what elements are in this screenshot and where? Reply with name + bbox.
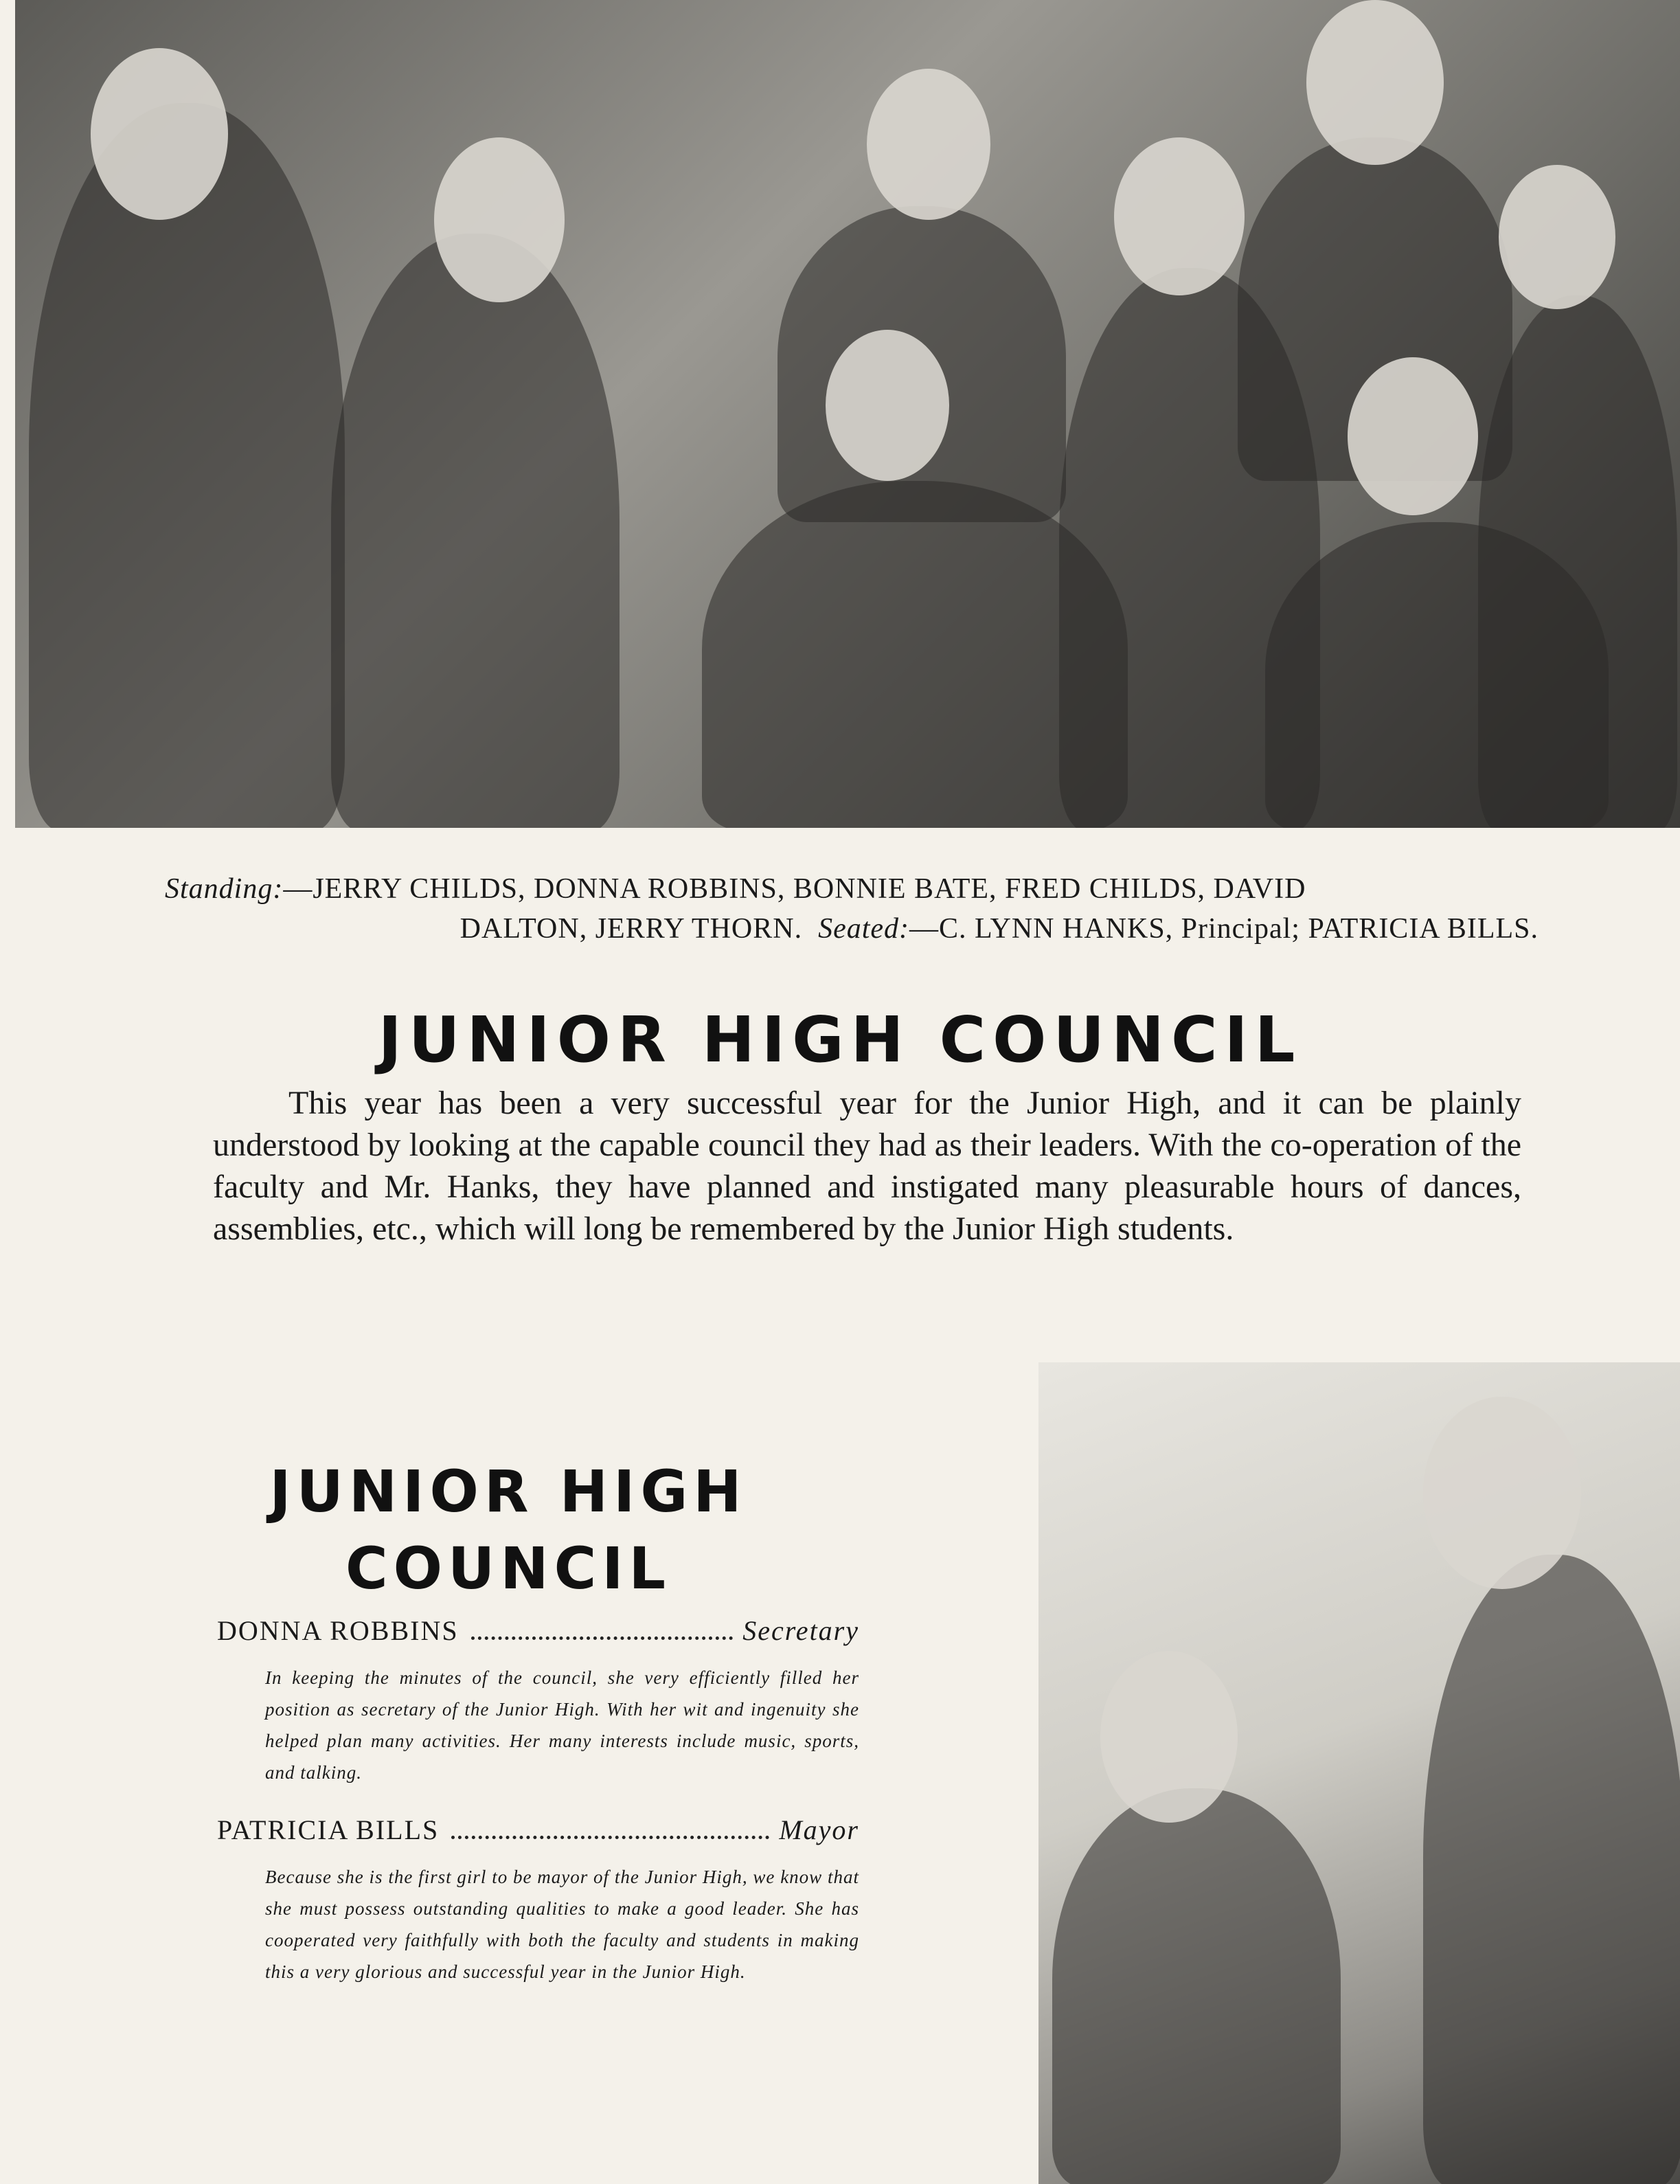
officer-name: PATRICIA BILLS	[217, 1814, 440, 1845]
officer-name: DONNA ROBBINS	[217, 1615, 459, 1646]
officer-role: Secretary	[742, 1615, 859, 1646]
officer-title-line	[217, 1614, 859, 1647]
standing-names-cont: DALTON, JERRY THORN.	[459, 913, 803, 945]
leader-dots	[471, 1636, 734, 1640]
standing-names: —JERRY CHILDS, DONNA ROBBINS, BONNIE BATE, FRED CHILDS, DAVID	[283, 873, 1306, 905]
officer-role: Mayor	[779, 1814, 859, 1845]
leader-dots	[451, 1836, 769, 1839]
side-heading-line-1: JUNIOR HIGH	[269, 1458, 747, 1525]
council-group-photo	[15, 0, 1680, 828]
caption-line-2	[165, 909, 1539, 949]
photo-caption	[165, 869, 1539, 949]
officer-entry-secretary	[217, 1614, 859, 1788]
officer-entry-mayor	[217, 1814, 859, 1988]
officer-title-line	[217, 1814, 859, 1846]
standing-label: Standing:	[165, 873, 284, 905]
main-heading: JUNIOR HIGH COUNCIL	[378, 1003, 1302, 1077]
officers-photo	[1038, 1362, 1680, 2184]
officer-description: Because she is the first girl to be mayor of the Junior High, we know that she must possess outstanding qualities to make a good leader. She has cooperated very faithfully with both the faculty and students in making this a very glorious and successful year in the Junior High.	[265, 1867, 859, 1982]
side-heading-line-2: COUNCIL	[345, 1535, 671, 1602]
side-heading	[206, 1453, 810, 1607]
officer-description: In keeping the minutes of the council, she very efficiently filled her position as secretary of the Junior High. With her wit and ingenuity she helped plan many activities. Her many interests include music, sports, and talking.	[265, 1667, 859, 1783]
seated-names: —C. LYNN HANKS, Principal; PATRICIA BILLS.	[909, 913, 1539, 945]
seated-label: Seated:	[818, 913, 910, 945]
intro-paragraph: This year has been a very successful year for the Junior High, and it can be plainly understood by looking at the capable council they had as their leaders. With the co-operation of the faculty and Mr. Hanks, they have planned and instigated many pleasurable hours of dances, assemblies, etc., which will long be remembered by the Junior High students.	[213, 1085, 1521, 1247]
